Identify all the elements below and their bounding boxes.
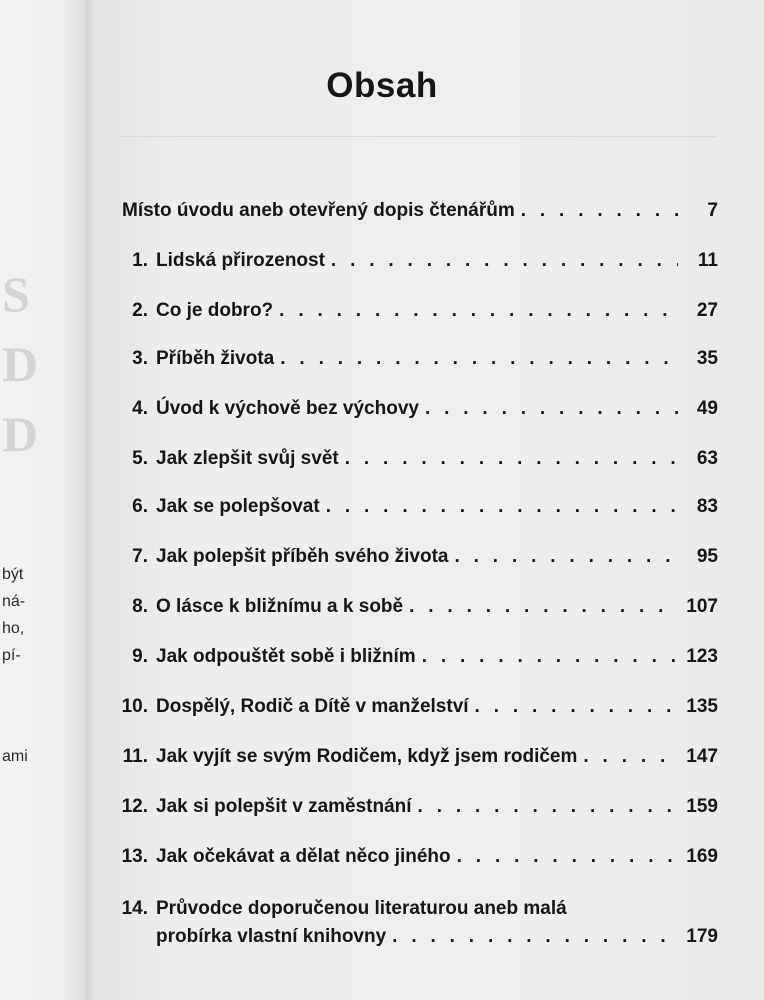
toc-leader-dots [280, 346, 678, 371]
toc-entry-number: 13. [121, 846, 148, 867]
left-page-text-fragment: ná- [2, 593, 26, 610]
toc-entry-page: 123 [686, 646, 718, 667]
toc-entry-page: 159 [686, 796, 718, 817]
toc-leader-dots [454, 544, 678, 569]
toc-entry-number: 3. [132, 348, 148, 369]
toc-entry-number: 6. [132, 496, 148, 517]
toc-leader-dots [392, 924, 678, 949]
toc-entry-number: 5. [132, 448, 148, 469]
toc-entry-number: 4. [132, 398, 148, 419]
left-page-ghost-letters: D [2, 406, 39, 462]
toc-leader-dots [457, 844, 678, 869]
toc-entry-page: 107 [686, 596, 718, 617]
toc-entry-title: Lidská přirozenost [156, 250, 325, 271]
toc-entry-page: 169 [686, 846, 718, 867]
toc-entry-title: Jak očekávat a dělat něco jiného [156, 846, 451, 867]
toc-entry-number: 12. [121, 796, 148, 817]
toc-entry-number: 7. [132, 546, 148, 567]
toc-entry-page: 83 [696, 496, 718, 517]
toc-entry-number: 10. [121, 696, 148, 717]
page-title: Obsah [326, 66, 438, 105]
toc-entry-title: probírka vlastní knihovny [156, 926, 387, 947]
toc-leader-dots [345, 446, 678, 471]
toc-entry-number: 2. [132, 300, 148, 321]
toc-leader-dots [425, 396, 678, 421]
toc-entry-page: 135 [686, 696, 718, 717]
left-page-text-fragment: ami [2, 748, 28, 765]
toc-leader-dots [422, 644, 678, 669]
toc-entry-page: 35 [696, 348, 718, 369]
left-page-text-fragment: ho, [2, 620, 25, 637]
toc-entry-page: 63 [696, 448, 718, 469]
toc-entry-title: Dospělý, Rodič a Dítě v manželství [156, 696, 469, 717]
toc-entry-title-line: Průvodce doporučenou literaturou aneb malá [156, 898, 567, 919]
left-page [0, 0, 88, 1000]
toc-entry-title: Jak se polepšovat [156, 496, 320, 517]
left-page-ghost-letters: S [2, 266, 30, 322]
toc-entry-title: Jak zlepšit svůj svět [156, 448, 339, 469]
toc-entry-page: 27 [696, 300, 718, 321]
toc-entry-number: 9. [132, 646, 148, 667]
toc-entry-number: 11. [122, 746, 148, 767]
toc-entry-number: 8. [132, 596, 148, 617]
toc-leader-dots [409, 594, 678, 619]
toc-entry-title: Co je dobro? [156, 300, 274, 321]
toc-entry-number: 14. [121, 898, 148, 919]
toc-entry-page: 11 [697, 250, 718, 271]
left-page-ghost-letters: D [2, 336, 39, 392]
toc-entry-title: O lásce k bližnímu a k sobě [156, 596, 404, 617]
toc-entry-number: 1. [132, 250, 148, 271]
toc-entry-page: 179 [686, 926, 718, 947]
toc-leader-dots [279, 298, 678, 323]
toc-entry-title: Jak vyjít se svým Rodičem, když jsem rodičem [156, 746, 578, 767]
toc-leader-dots [326, 494, 678, 519]
toc-entry-page: 95 [696, 546, 718, 567]
toc-leader-dots [521, 198, 678, 223]
toc-leader-dots [418, 794, 678, 819]
left-page-text-fragment: být [2, 566, 24, 583]
toc-entry-title: Jak si polepšit v zaměstnání [156, 796, 412, 817]
left-page-text-fragment: pí- [2, 647, 21, 664]
toc-entry-page: 49 [696, 398, 718, 419]
toc-entry-page: 147 [686, 746, 718, 767]
toc-entry-title: Jak odpouštět sobě i bližním [156, 646, 416, 667]
toc-leader-dots [331, 248, 678, 273]
toc-leader-dots [475, 694, 678, 719]
toc-entry-title: Místo úvodu aneb otevřený dopis čtenářům [122, 200, 515, 221]
toc-entry-title: Jak polepšit příběh svého života [156, 546, 449, 567]
toc-leader-dots [583, 744, 678, 769]
toc-entry-page: 7 [707, 200, 718, 221]
toc-entry-title: Úvod k výchově bez výchovy [156, 398, 419, 419]
toc-entry-title: Příběh života [156, 348, 275, 369]
